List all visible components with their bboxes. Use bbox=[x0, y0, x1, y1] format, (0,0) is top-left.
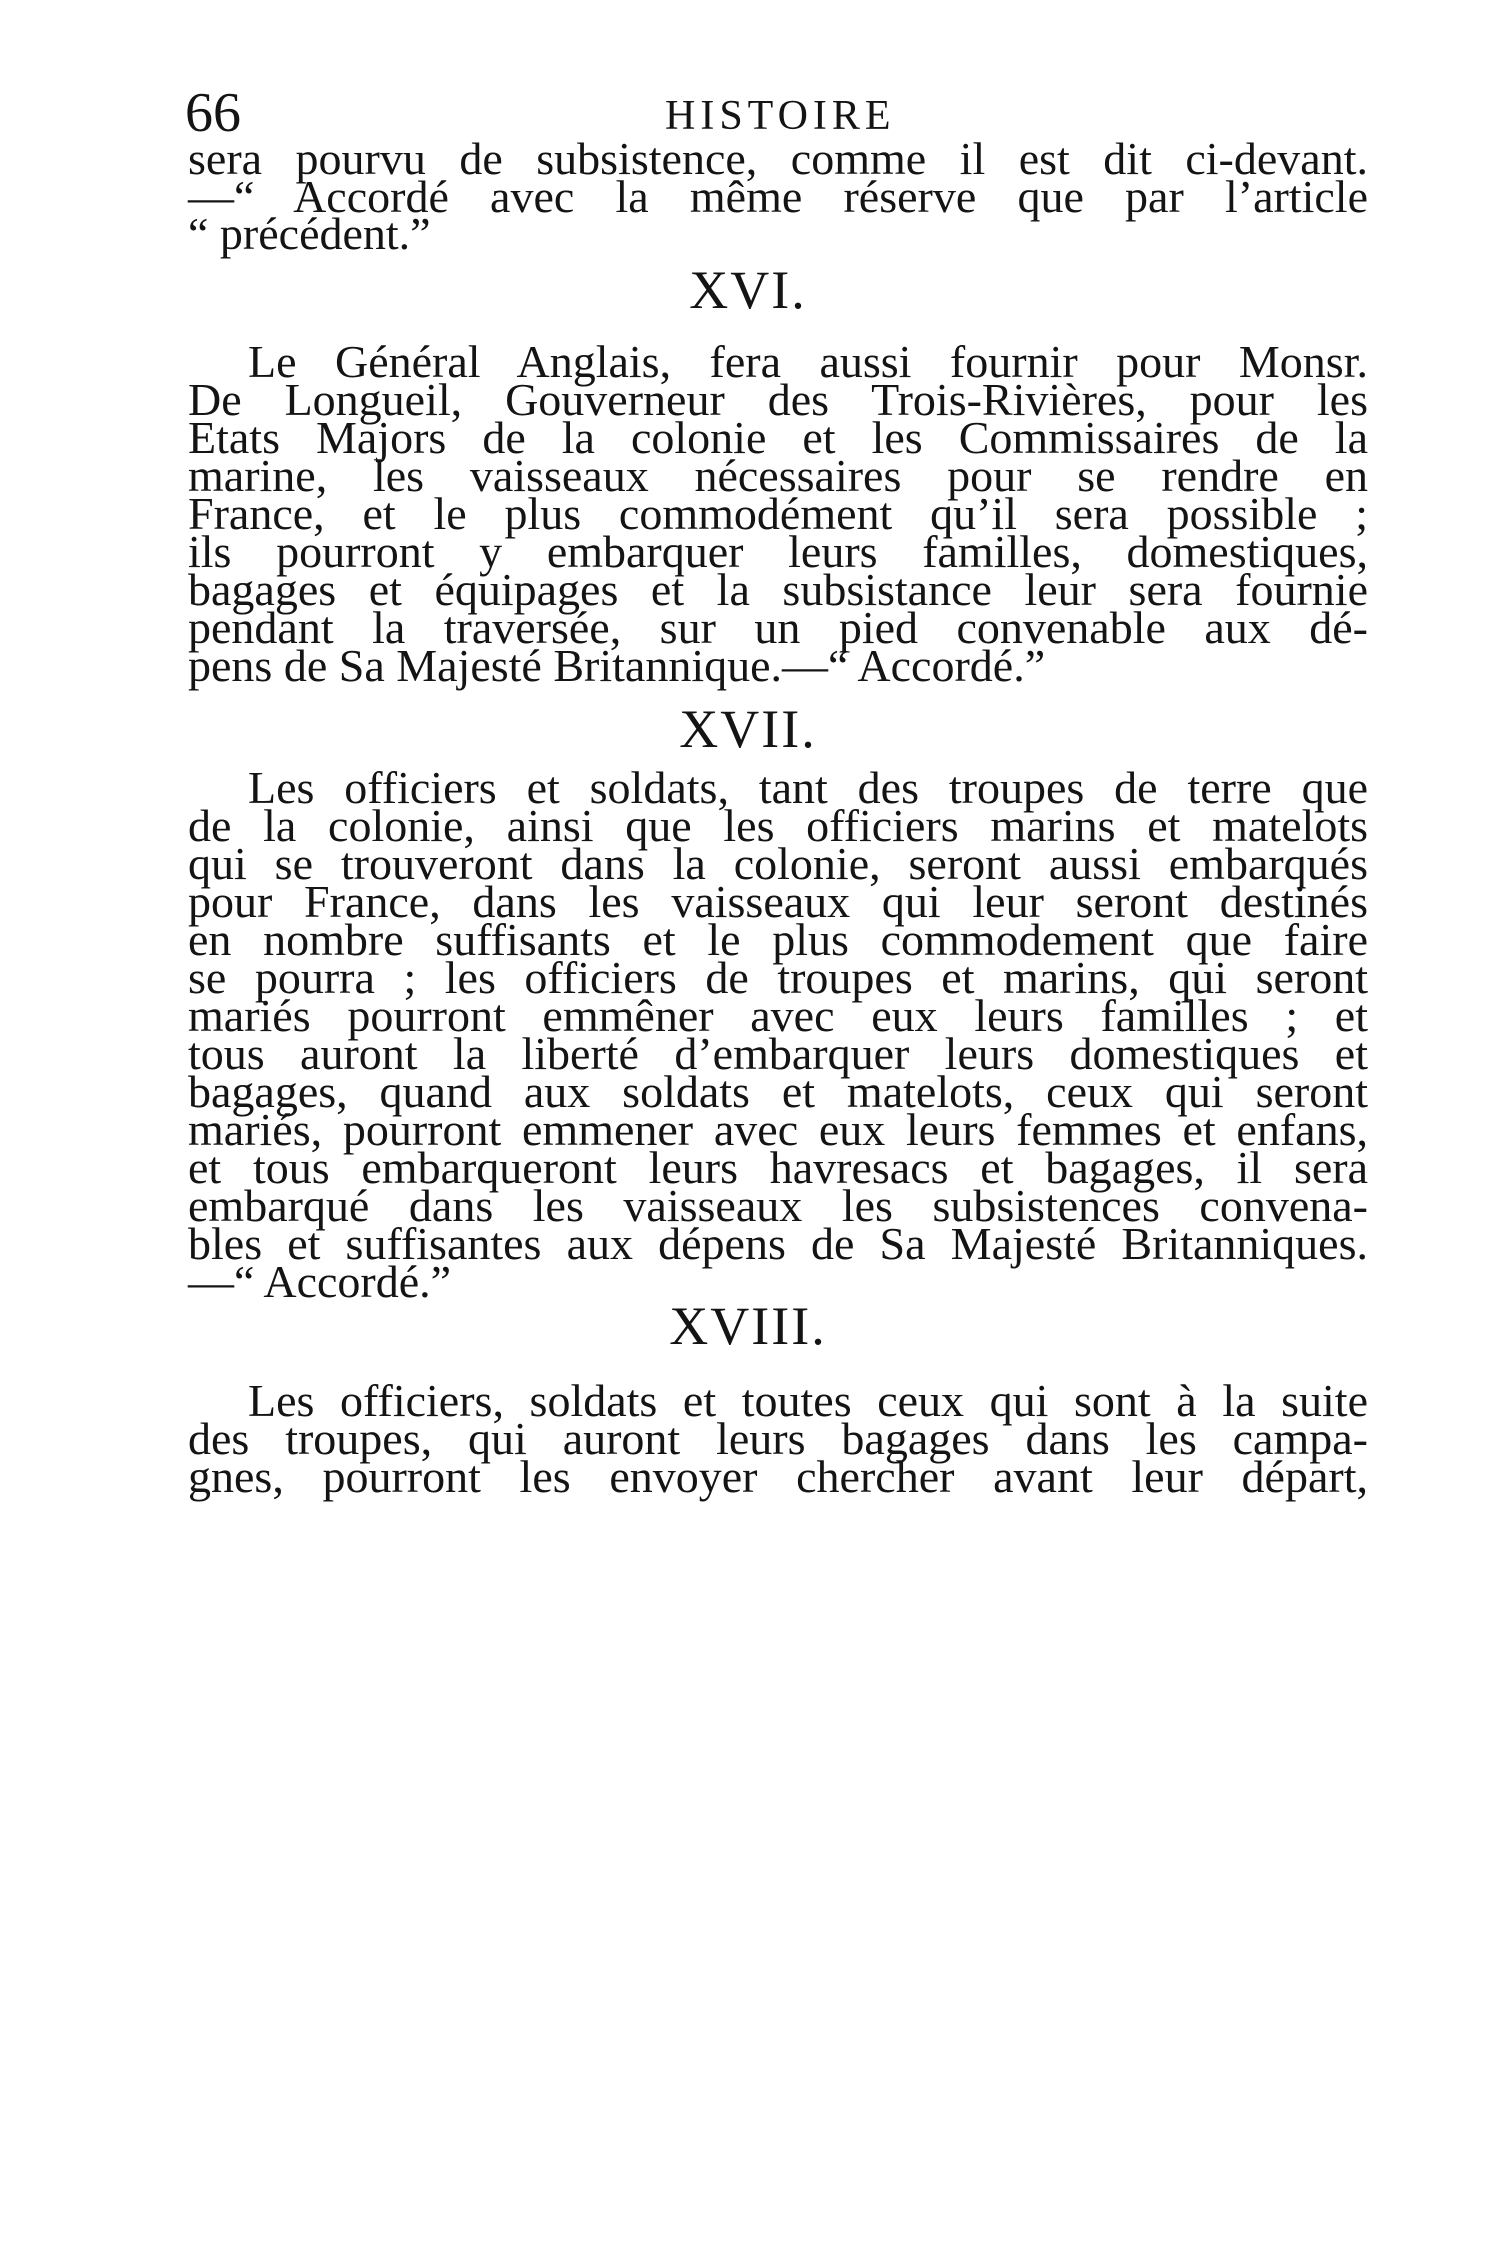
text-line: bagages et équipages et la subsistance leur sera fournie bbox=[188, 564, 1368, 615]
text-line: embarqué dans les vaisseaux les subsistences convena- bbox=[188, 1180, 1368, 1231]
text-line: mariés pourront emmêner avec eux leurs familles ; et bbox=[188, 990, 1368, 1041]
text-line: sera pourvu de subsistence, comme il est dit ci-devant. bbox=[188, 133, 1368, 184]
text-line: qui se trouveront dans la colonie, seront aussi embarqués bbox=[188, 838, 1368, 889]
text-line: marine, les vaisseaux nécessaires pour se rendre en bbox=[188, 450, 1368, 501]
text-line: et tous embarqueront leurs havresacs et bagages, il sera bbox=[188, 1142, 1368, 1193]
text-line: pour France, dans les vaisseaux qui leur seront destinés bbox=[188, 876, 1368, 927]
text-line: Les officiers et soldats, tant des troupes de terre que bbox=[248, 762, 1368, 813]
text-line: se pourra ; les officiers de troupes et marins, qui seront bbox=[188, 952, 1368, 1003]
text-line: pendant la traversée, sur un pied convenable aux dé- bbox=[188, 602, 1368, 653]
text-line: bles et suffisantes aux dépens de Sa Majesté Britanniques. bbox=[188, 1218, 1368, 1269]
article-heading: XVI. bbox=[689, 260, 807, 320]
text-line: pens de Sa Majesté Britannique.—“ Accordé.” bbox=[188, 640, 1046, 691]
text-line: Le Général Anglais, fera aussi fournir pour Monsr. bbox=[248, 336, 1368, 387]
text-line: Les officiers, soldats et toutes ceux qui sont à la suite bbox=[248, 1375, 1368, 1426]
text-line: en nombre suffisants et le plus commodement que faire bbox=[188, 914, 1368, 965]
text-line: gnes, pourront les envoyer chercher avant leur départ, bbox=[188, 1451, 1368, 1502]
article-heading: XVIII. bbox=[669, 1296, 827, 1356]
text-line: bagages, quand aux soldats et matelots, ceux qui seront bbox=[188, 1066, 1368, 1117]
text-line: ils pourront y embarquer leurs familles, domestiques, bbox=[188, 526, 1368, 577]
article-heading: XVII. bbox=[679, 699, 817, 759]
text-line: —“ Accordé avec la même réserve que par l’article bbox=[188, 171, 1368, 222]
text-line: de la colonie, ainsi que les officiers marins et matelots bbox=[188, 800, 1368, 851]
running-title: HISTOIRE bbox=[665, 93, 896, 139]
text-line: De Longueil, Gouverneur des Trois-Rivières, pour les bbox=[188, 374, 1368, 425]
text-line: des troupes, qui auront leurs bagages dans les campa- bbox=[188, 1413, 1368, 1464]
text-line: “ précédent.” bbox=[188, 208, 431, 259]
text-line: Etats Majors de la colonie et les Commissaires de la bbox=[188, 412, 1368, 463]
text-line: tous auront la liberté d’embarquer leurs domestiques et bbox=[188, 1028, 1368, 1079]
text-line: mariés, pourront emmener avec eux leurs femmes et enfans, bbox=[188, 1104, 1368, 1155]
text-line: —“ Accordé.” bbox=[188, 1256, 452, 1307]
page-number: 66 bbox=[185, 82, 241, 144]
text-line: France, et le plus commodément qu’il sera possible ; bbox=[188, 488, 1368, 539]
